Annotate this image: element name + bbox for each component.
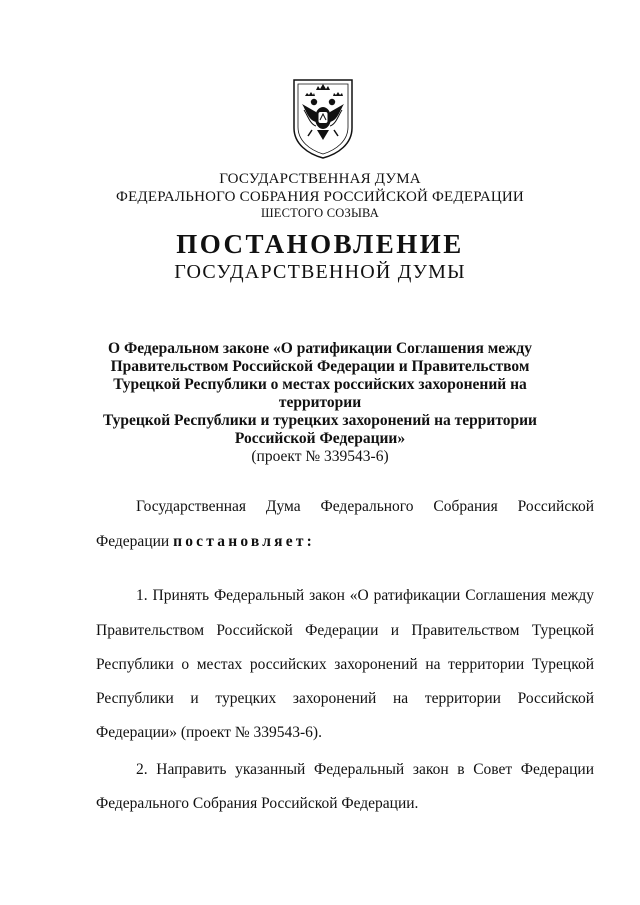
header-duma: ГОСУДАРСТВЕННАЯ ДУМА: [219, 171, 421, 187]
subject-line: Правительством Российской Федерации и Правительством: [110, 358, 530, 375]
item-1-line: 1. Принять Федеральный закон «О ратификации Соглашения между: [136, 587, 594, 604]
decree-verb: постановляет:: [173, 533, 315, 550]
header-convocation: ШЕСТОГО СОЗЫВА: [260, 206, 380, 220]
item-1-line: Республики о местах российских захоронений на территории Турецкой: [96, 656, 594, 673]
intro-line-1: Государственная Дума Федерального Собрания Российской: [136, 498, 594, 515]
item-1-line: Федерации» (проект № 339543-6).: [96, 724, 322, 741]
project-number: (проект № 339543-6): [251, 448, 389, 465]
document-subtitle: ГОСУДАРСТВЕННОЙ ДУМЫ: [174, 261, 466, 283]
item-2-line: Федерального Собрания Российской Федерации.: [96, 795, 419, 812]
coat-of-arms-emblem: [288, 76, 358, 160]
item-1-line: Правительством Российской Федерации и Правительством Турецкой: [96, 622, 594, 639]
item-2-line: 2. Направить указанный Федеральный закон в Совет Федерации: [136, 761, 594, 778]
subject-line: Турецкой Республики и турецких захоронений на территории: [103, 412, 537, 429]
subject-line: Российской Федерации»: [234, 430, 406, 447]
intro-line-2: [96, 532, 594, 551]
document-type-title: ПОСТАНОВЛЕНИЕ: [176, 229, 464, 259]
resolution-subject: [90, 340, 550, 466]
intro-federation: Федерации: [96, 533, 170, 550]
subject-line: О Федеральном законе «О ратификации Соглашения между: [108, 340, 532, 357]
item-1-line: Республики и турецких захоронений на территории Российской: [96, 690, 594, 707]
subject-line: Турецкой Республики о местах российских захоронений на территории: [113, 376, 527, 411]
header-federal-assembly: ФЕДЕРАЛЬНОГО СОБРАНИЯ РОССИЙСКОЙ ФЕДЕРАЦИИ: [116, 189, 524, 205]
